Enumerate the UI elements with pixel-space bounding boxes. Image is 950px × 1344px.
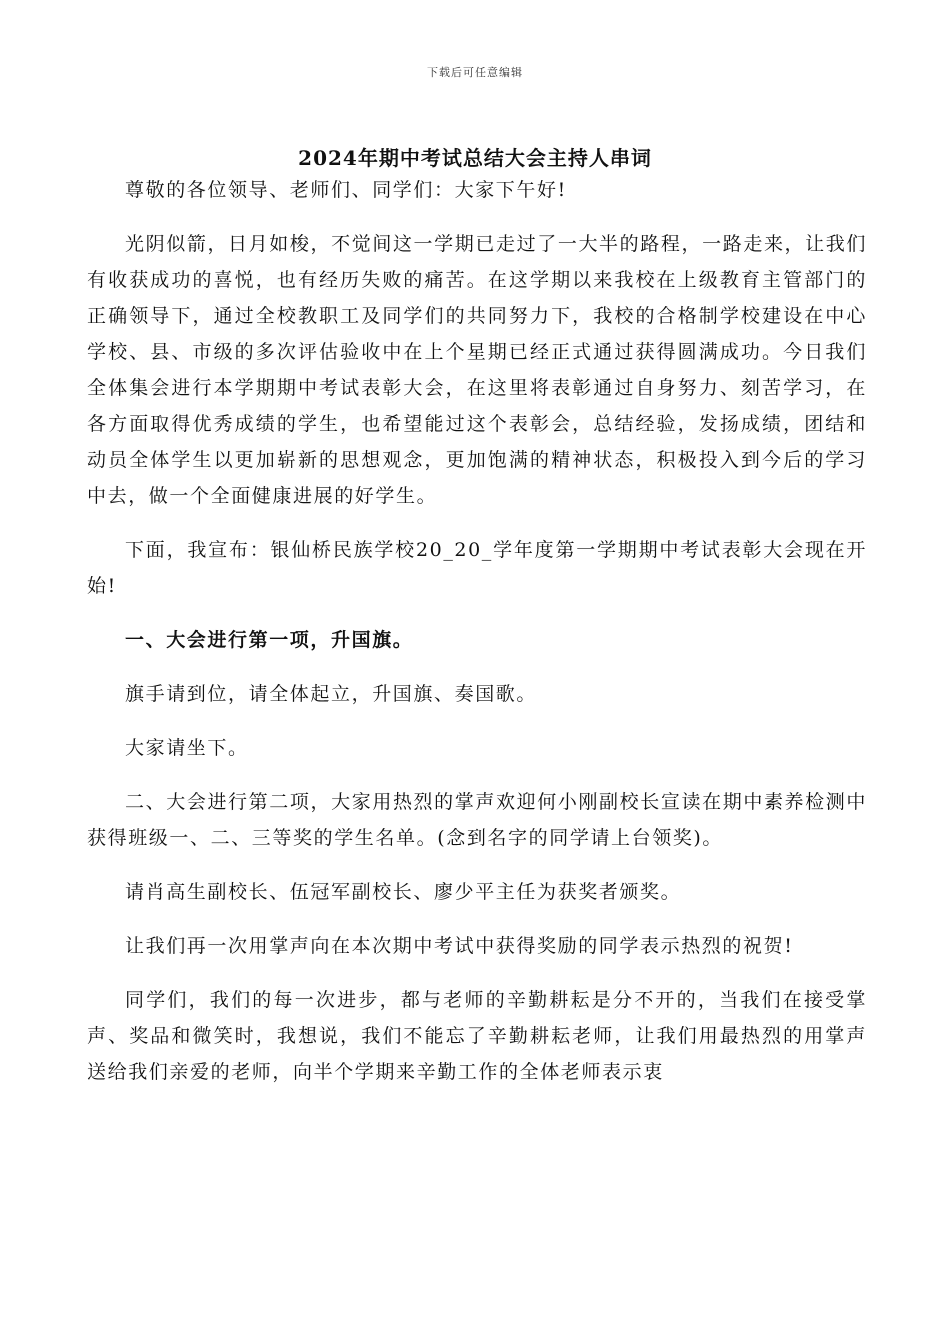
document-title: 2024年期中考试总结大会主持人串词 xyxy=(298,146,652,170)
congratulations-paragraph: 让我们再一次用掌声向在本次期中考试中获得奖励的同学表示热烈的祝贺! xyxy=(125,935,794,957)
teacher-thanks-paragraph: 同学们，我们的每一次进步，都与老师的辛勤耕耘是分不开的，当我们在接受掌声、奖品和微笑时，我想说，我们不能忘了辛勤耕耘老师，让我们用最热烈的用掌声送给我们亲爱的老师，向半个学期来辛勤工作的全体老师表示衷 xyxy=(87,989,867,1083)
agenda-item-1-heading: 一、大会进行第一项，升国旗。 xyxy=(125,629,414,651)
flag-raising-paragraph: 旗手请到位，请全体起立，升国旗、奏国歌。 xyxy=(125,683,538,705)
greeting-paragraph: 尊敬的各位领导、老师们、同学们：大家下午好! xyxy=(125,179,567,201)
header-note: 下载后可任意编辑 xyxy=(427,66,523,79)
agenda-item-2-paragraph: 二、大会进行第二项，大家用热烈的掌声欢迎何小刚副校长宣读在期中素养检测中获得班级一、二、三等奖的学生名单。(念到名字的同学请上台领奖)。 xyxy=(87,791,867,849)
award-presenters-paragraph: 请肖高生副校长、伍冠军副校长、廖少平主任为获奖者颁奖。 xyxy=(125,881,682,903)
intro-paragraph: 光阴似箭，日月如梭，不觉间这一学期已走过了一大半的路程，一路走来，让我们有收获成功的喜悦，也有经历失败的痛苦。在这学期以来我校在上级教育主管部门的正确领导下，通过全校教职工及同学们的共同努力下，我校的合格制学校建设在中心学校、县、市级的多次评估验收中在上个星期已经正式通过获得圆满成功。今日我们全体集会进行本学期期中考试表彰大会，在这里将表彰通过自身努力、刻苦学习，在各方面取得优秀成绩的学生，也希望能过这个表彰会，总结经验，发扬成绩，团结和动员全体学生以更加崭新的思想观念，更加饱满的精神状态，积极投入到今后的学习中去，做一个全面健康进展的好学生。 xyxy=(87,233,867,507)
sit-down-paragraph: 大家请坐下。 xyxy=(125,737,249,759)
document-body xyxy=(87,172,867,1108)
announcement-paragraph: 下面，我宣布：银仙桥民族学校20_20_学年度第一学期期中考试表彰大会现在开始! xyxy=(87,539,867,597)
